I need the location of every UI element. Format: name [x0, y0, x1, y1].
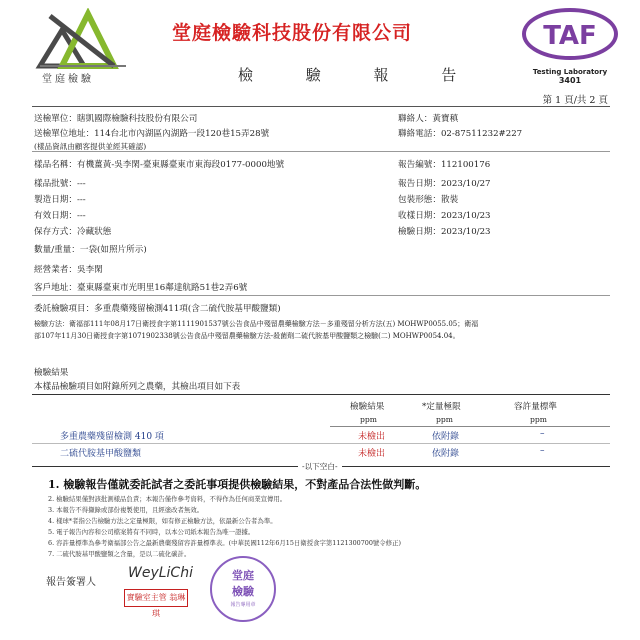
result-row-2-result: 未檢出 [358, 449, 386, 459]
name-stamp: 實驗室主管 翁琳琪 [124, 589, 188, 607]
storage-method: 保存方式：冷藏狀態 [34, 227, 112, 237]
col-tolerance-header: 容許量標準 [514, 402, 557, 412]
note-2: 2. 檢驗結果僅對該批測樣品負責；本報告僅作參考資料，不得作為任何商業宣傳用。 [48, 495, 287, 503]
taf-text: TAF [543, 21, 597, 51]
test-items: 委託檢驗項目：多重農藥殘留檢測411項(含二硫代胺基甲酸鹽類) [34, 304, 281, 314]
seal-line2: 檢驗 [232, 585, 254, 598]
test-date: 檢驗日期：2023/10/23 [398, 227, 491, 237]
unit-result: ppm [360, 415, 377, 424]
note-4: 4. 樣球*者指公告檢驗方法之定量極限，如有修正檢驗方法，依最新公告者為準。 [48, 517, 277, 525]
result-row-2-item: 二硫代胺基甲酸鹽類 [60, 449, 142, 459]
results-title: 檢驗結果 [34, 368, 69, 378]
results-intro: 本樣品檢驗項目如附錄所列之農藥，其檢出項目如下表 [34, 382, 241, 392]
blank-below: -以下空白- [298, 461, 342, 472]
batch-number: 樣品批號：--- [34, 179, 86, 189]
unit-limit: ppm [436, 415, 453, 424]
row-divider [32, 443, 610, 444]
info-note: (樣品資訊由顧客提供並經其確認) [34, 142, 147, 151]
received-date: 收樣日期：2023/10/23 [398, 211, 491, 221]
test-method-line2: 部107年11月30日衛授食字第1071902338號公告食品中殘留農藥檢驗方法-殺菌劑二硫代胺基甲酸鹽類之檢驗(二) MOHWP0054.04。 [34, 332, 460, 340]
report-number: 報告編號：112100176 [398, 160, 491, 170]
operator: 經營業者：吳李閑 [34, 265, 103, 275]
info-divider [32, 151, 610, 152]
taf-ellipse-icon [520, 6, 620, 66]
contact: 聯絡人：黃寶稹 [398, 114, 459, 124]
page-number: 第 1 頁/共 2 頁 [542, 95, 608, 106]
result-row-1-item: 多重農藥殘留檢測 410 項 [60, 432, 164, 442]
note-1: 1. 檢驗報告僅就委託試者之委託事項提供檢驗結果，不對產品合法性做判斷。 [48, 478, 427, 491]
report-seal [210, 556, 276, 622]
package-type: 包裝形態：散裝 [398, 195, 459, 205]
header-divider [32, 106, 610, 107]
expiry-date: 有效日期：--- [34, 211, 86, 221]
report-date: 報告日期：2023/10/27 [398, 179, 491, 189]
test-method-line1: 檢驗方法：衛福部111年08月17日衛授食字第1111901537號公告食品中殘留農藥檢驗方法－多重殘留分析方法(五) MOHWP0055.05；衛福 [34, 320, 479, 328]
table-top-rule [32, 394, 610, 395]
note-5: 5. 電子報告內容和公司檔案將有不同時，以本公司紙本報告為唯一證據。 [48, 528, 255, 536]
manufacture-date: 製造日期：--- [34, 195, 86, 205]
phone: 聯絡電話：02-87511232#227 [398, 129, 523, 139]
result-row-2-tolerance: – [540, 446, 545, 456]
report-title: 檢 驗 報 告 [238, 66, 481, 84]
logo-caption: 堂庭檢驗 [42, 74, 94, 85]
signature: WeyLiChi [128, 565, 193, 581]
col-result-header: 檢驗結果 [350, 402, 385, 412]
sample-name: 樣品名稱：有機薑黃-吳李閑-臺東縣臺東市東海段0177-0000地號 [34, 160, 285, 170]
note-3: 3. 本報告不得擷錄或部份複製使用，且經塗改者無效。 [48, 506, 204, 514]
company-name: 堂庭檢驗科技股份有限公司 [172, 22, 413, 44]
note-6: 6. 容許量標準為參考衛福部公告之最新農藥殘留容許量標準表。(中華民國112年6月15日衛授食字第1121300700號令修正) [48, 539, 401, 547]
seal-line3: 報告專用章 [230, 602, 256, 608]
result-row-2-limit: 依附錄 [432, 449, 460, 459]
seal-line1: 堂庭 [232, 569, 254, 582]
signer-label: 報告簽署人 [46, 577, 96, 588]
taf-subtitle: Testing Laboratory [532, 68, 608, 76]
sender: 送檢單位：瞎凱國際檢驗科技股份有限公司 [34, 114, 198, 124]
note-7: 7. 二硫代胺基甲酸鹽類之含量，是以二硫化碳計。 [48, 550, 191, 558]
quantity: 數量/重量：一袋(如照片所示) [34, 245, 147, 255]
result-row-1-tolerance: – [540, 429, 545, 439]
result-row-1-limit: 依附錄 [432, 432, 460, 442]
taf-logo [520, 6, 620, 90]
customer-address: 客戶地址：臺東縣臺東市光明里16鄰達航路51巷2弄6號 [34, 283, 248, 293]
sender-address: 送檢單位地址：114台北市內湖區內湖路一段120巷15弄28號 [34, 129, 270, 139]
unit-tolerance: ppm [530, 415, 547, 424]
result-row-1-result: 未檢出 [358, 432, 386, 442]
taf-number: 3401 [558, 76, 582, 85]
address-divider [32, 295, 610, 296]
col-limit-header: *定量極限 [422, 402, 461, 412]
triangle-logo-icon [30, 8, 140, 78]
header-rule [330, 426, 610, 427]
